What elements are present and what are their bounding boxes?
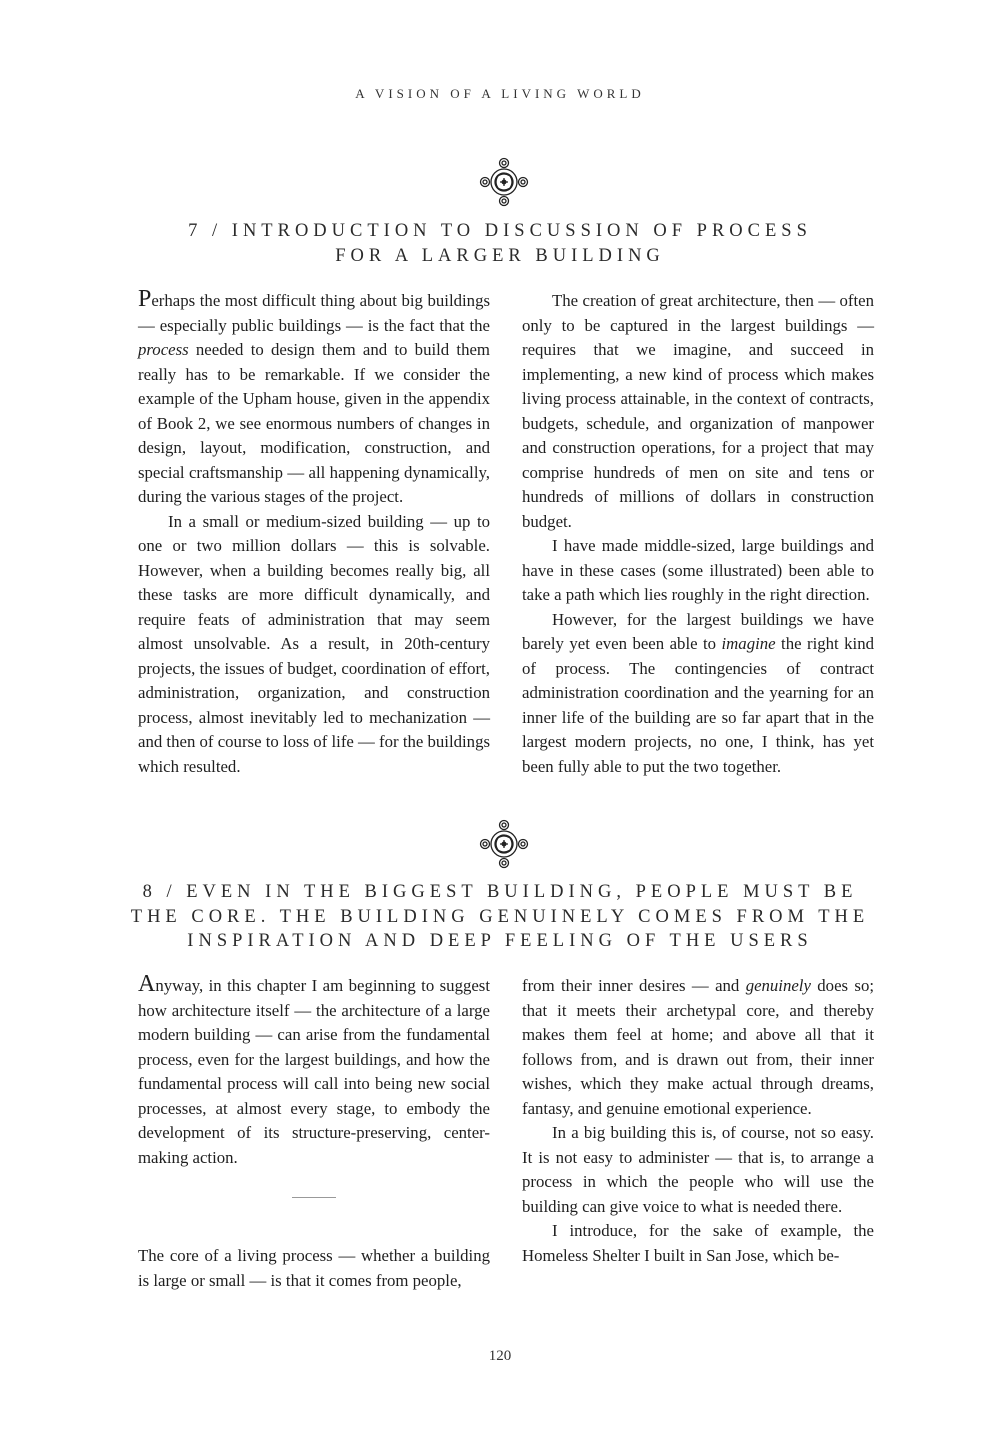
section-8-right-column (522, 974, 874, 1268)
section-8-heading (100, 880, 900, 954)
section-8-left-column-continued (138, 1244, 490, 1293)
section-7-paragraph-2: In a small or medium-sized building — up to one or two million dollars — this is solvable. However, when a building becomes really big, all these tasks are more difficult dynamically, and require feats of administration that may seem almost unsolvable. As a result, in 20th-century projects, the issues of budget, coordination of effort, administration, organization, and construction process, almost inevitably led to mechanization — and then of course to loss of life — for the buildings which resulted. (138, 511, 490, 776)
section-7-paragraph-1 (138, 286, 490, 510)
page-number: 120 (488, 1348, 512, 1364)
section-7-paragraph-3: The creation of great architecture, then — often only to be captured in the largest buildings — requires that we imagine, and succeed in implementing, a new kind of process which makes living process attainable, in the context of contracts, budgets, schedule, and organization of manpower and construction operations, for a project that may comprise hundreds of men on site and tens or hundreds of millions of dollars in construction budget. (522, 291, 874, 531)
section-divider (292, 1197, 336, 1198)
section-7-heading (100, 219, 900, 268)
emphasis: process (138, 340, 189, 359)
emphasis: genuinely (745, 976, 811, 995)
section-7-left-column (138, 286, 490, 779)
text-run: from their inner desires — and (522, 976, 746, 995)
section-7-paragraph-4: I have made middle-sized, large buildings and have in these cases (some illustrated) been able to take a path which lies roughly in the right direction. (522, 536, 874, 604)
section-8-heading-line-1: 8 / EVEN IN THE BIGGEST BUILDING, PEOPLE MUST BE (142, 882, 858, 902)
text-run: However, for the largest buildings we have barely yet even been able to (522, 609, 874, 653)
text-run: erhaps the most difficult thing about big buildings — especially public buildings — is the fact that the (138, 291, 490, 335)
celtic-knot-ornament-icon (478, 156, 530, 208)
section-8-paragraph-4: In a big building this is, of course, not so easy. It is not easy to administer — that is, to arrange a process in which the people who will use the building can give voice to what is needed there. (522, 1123, 874, 1216)
section-7-heading-line-1: 7 / INTRODUCTION TO DISCUSSION OF PROCESS (188, 221, 812, 241)
section-8-paragraph-3 (522, 974, 874, 1121)
text-run: nyway, in this chapter I am beginning to suggest how architecture itself — the architecture of a large modern building — can arise from the fundamental process, even for the largest buildings, and how the fundamental process will call into being new social processes, at almost every stage, to embody the development of its structure-preserving, center-making action. (138, 976, 490, 1167)
text-run: the right kind of process. The contingencies of contract administration coordination and the yearning for an inner life of the building are so far apart that in the largest modern projects, no one, I think, has yet been fully able to put the two together. (522, 634, 874, 776)
section-8-paragraph-5: I introduce, for the sake of example, the Homeless Shelter I built in San Jose, which be- (522, 1221, 874, 1265)
section-8-left-column (138, 971, 490, 1170)
section-8-heading-line-2: THE CORE. THE BUILDING GENUINELY COMES FROM THE (130, 906, 870, 927)
text-run: does so; that it meets their archetypal core, and thereby makes them feel at home; and above all that it follows from, and is drawn out from, their inner wishes, which they make actual through dreams, fantasy, and genuine emotional experience. (522, 976, 875, 1118)
section-8-paragraph-2: The core of a living process — whether a building is large or small — is that it comes from people, (138, 1246, 490, 1290)
text-run: needed to design them and to build them really has to be remarkable. If we consider the example of the Upham house, given in the appendix of Book 2, we see enormous numbers of changes in design, layout, modification, construction, and special craftsmanship — all happening dynamically, during the various stages of the project. (138, 340, 490, 506)
section-8-heading-line-3: INSPIRATION AND DEEP FEELING OF THE USERS (187, 931, 813, 951)
section-7-heading-line-2: FOR A LARGER BUILDING (335, 245, 665, 266)
emphasis: imagine (721, 634, 776, 653)
celtic-knot-ornament-icon (478, 818, 530, 870)
running-head: A VISION OF A LIVING WORLD (355, 86, 645, 101)
section-7-right-column (522, 289, 874, 779)
section-8-paragraph-1 (138, 971, 490, 1170)
drop-cap: A (138, 971, 156, 997)
drop-cap: P (138, 286, 152, 312)
section-7-paragraph-5 (522, 608, 874, 780)
